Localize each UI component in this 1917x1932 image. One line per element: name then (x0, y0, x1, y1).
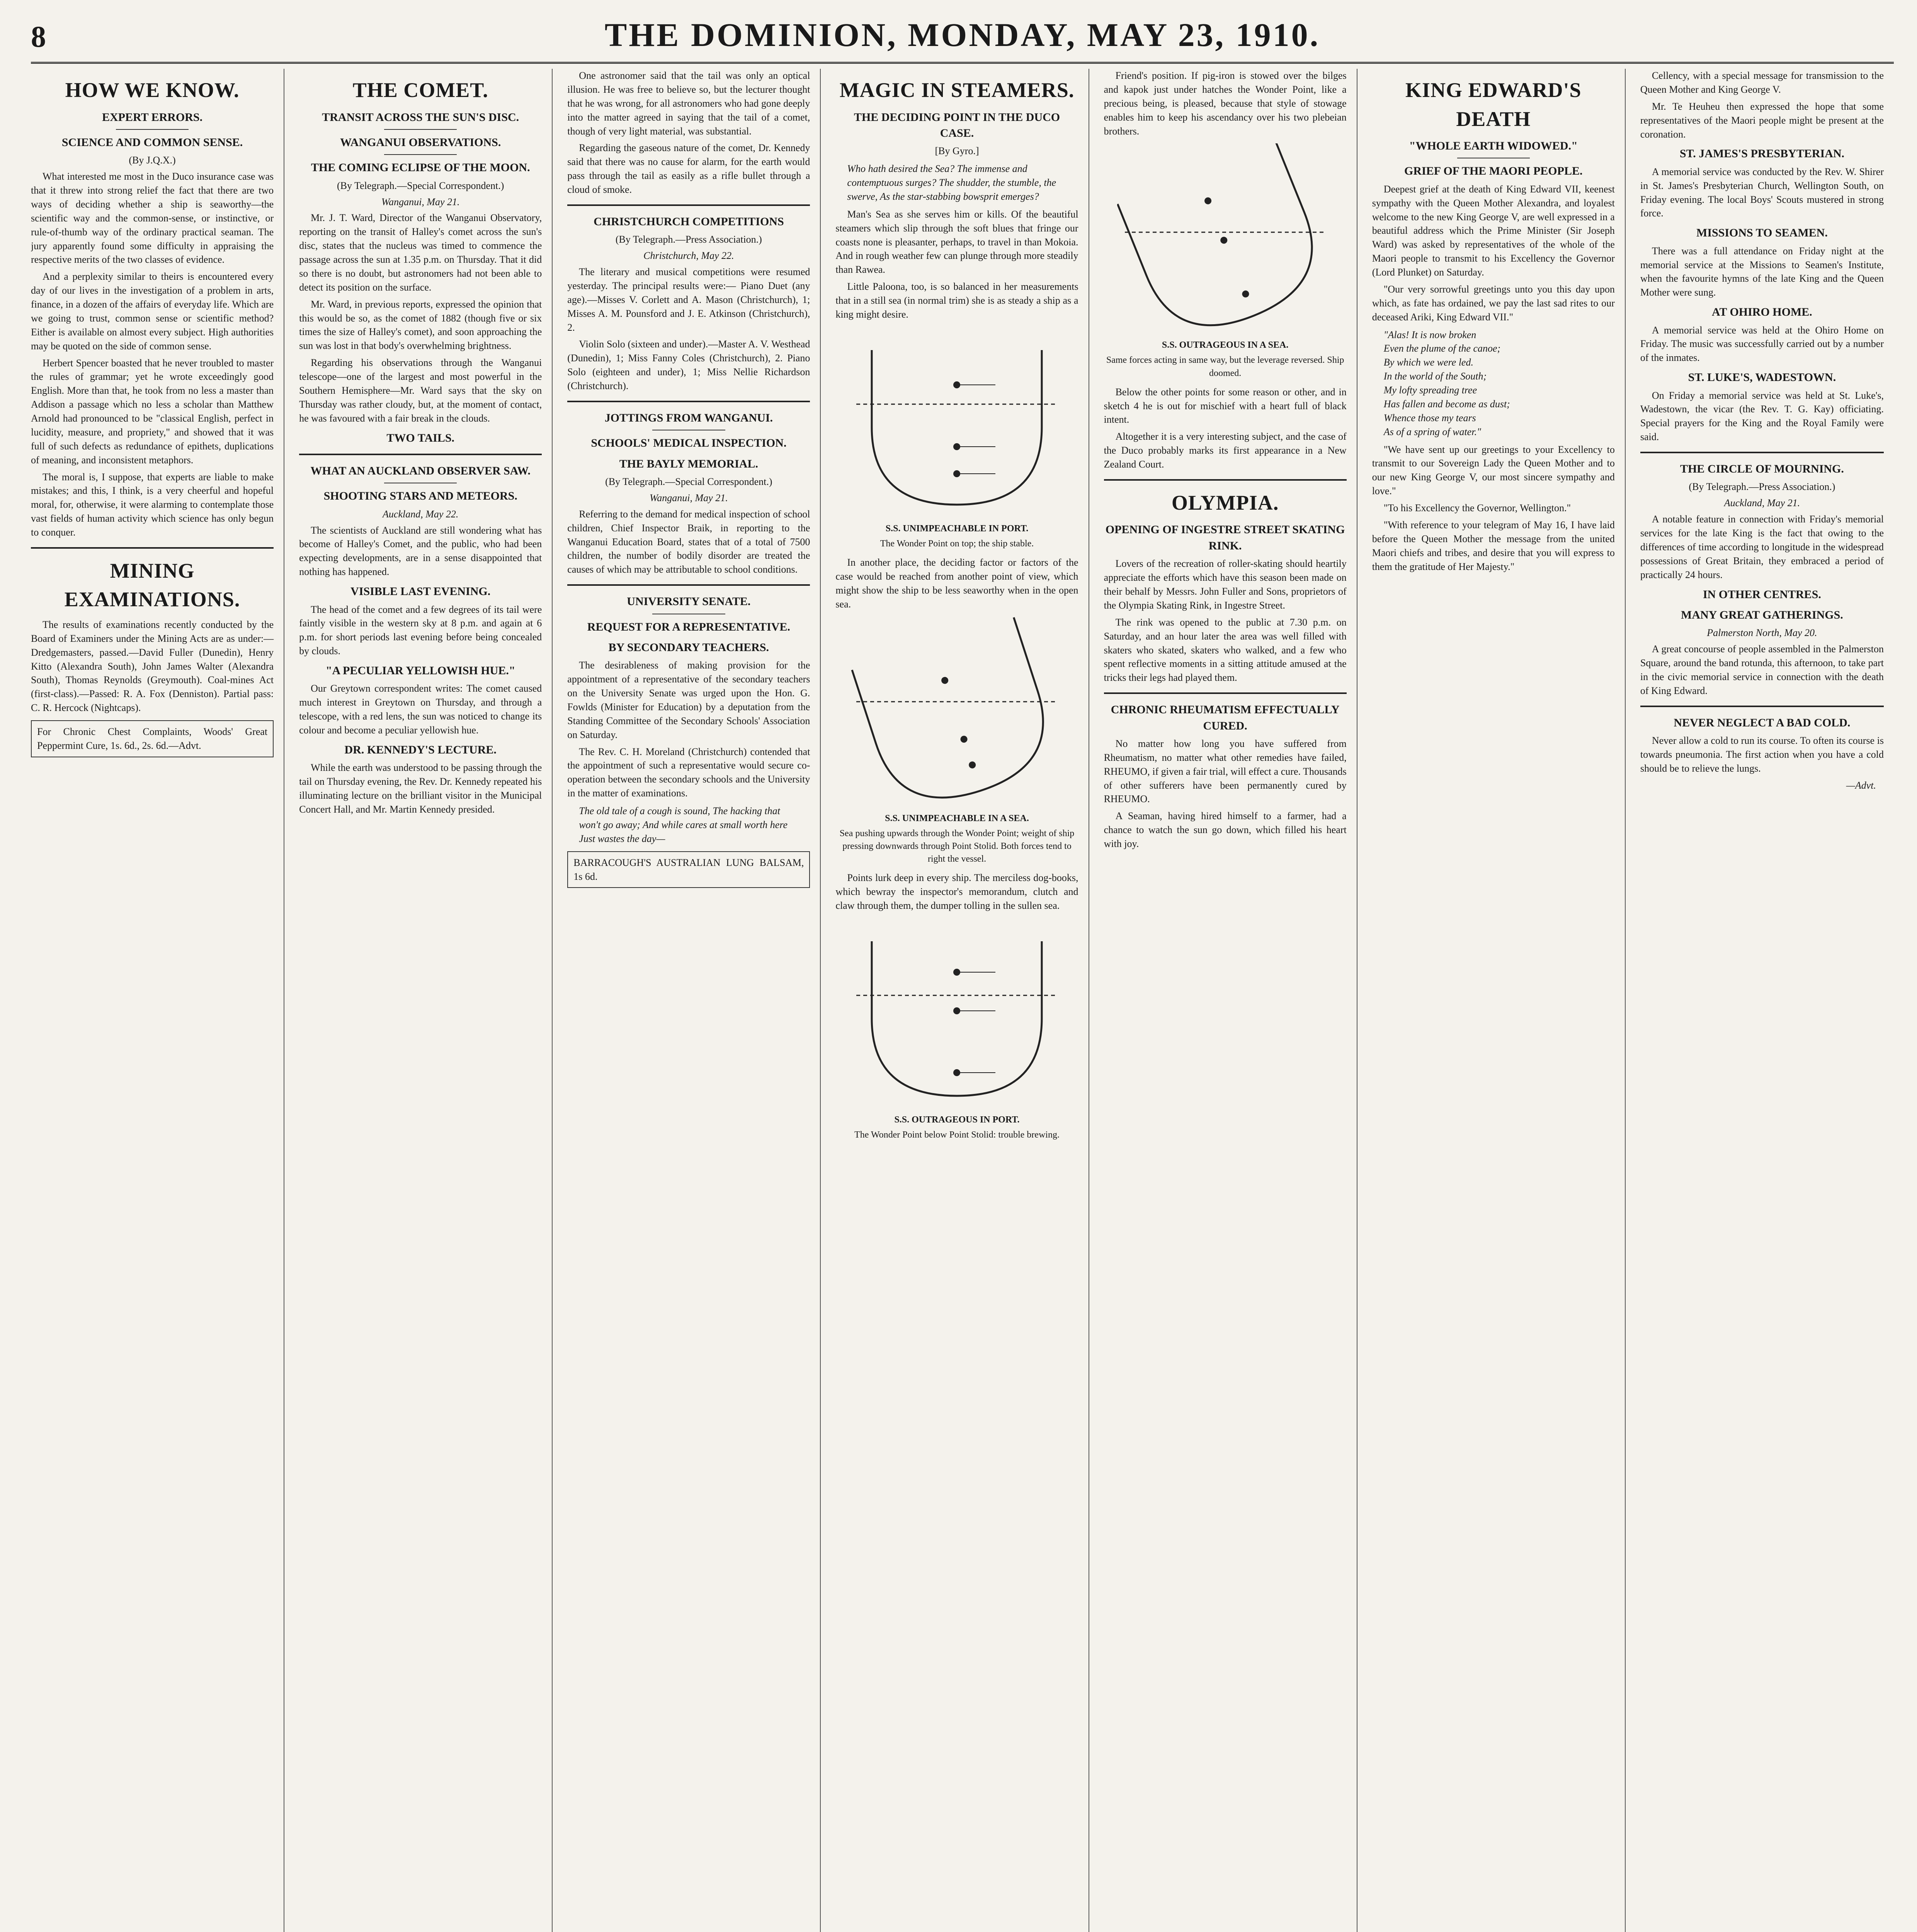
credit: (By Telegraph.—Press Association.) (1689, 481, 1835, 493)
subheading: OPENING OF INGESTRE STREET SKATING RINK. (1105, 523, 1345, 552)
paragraph: Violin Solo (sixteen and under).—Master A. V. Westhead (Dunedin), 1; Miss Fanny Coles (Christchurch), 2. Piano Solo (eighteen and under), 1; Miss Nellie Richardson (Christchurch). (567, 338, 810, 392)
hull-cross-section-drawing (849, 617, 1065, 810)
paragraph: A great concourse of people assembled in the Palmerston Square, around the band rotunda, this afternoon, to take part in the civic memorial service in connection with the death of King Edward. (1640, 643, 1884, 696)
poem-line: In the world of the South; (1383, 371, 1487, 382)
column-4 (835, 69, 1089, 1932)
subheading: WHAT AN AUCKLAND OBSERVER SAW. (310, 464, 531, 477)
article-title: MAGIC IN STEAMERS. (839, 78, 1075, 102)
advertisement: BARRACOUGH'S AUSTRALIAN LUNG BALSAM, 1s 6d. (567, 851, 810, 888)
page-number: 8 (31, 20, 46, 53)
subheading: REQUEST FOR A REPRESENTATIVE. (587, 620, 790, 633)
paragraph: The rink was opened to the public at 7.30 p.m. on Saturday, and an hour later the area was well filled with skaters who skated, skaters who walked, and a few who spent reflective moments in a sitting attitude amused at the tricks their legs had played them. (1104, 616, 1347, 684)
credit: (By Telegraph.—Press Association.) (615, 234, 762, 245)
subheading: EXPERT ERRORS. (102, 111, 203, 124)
paragraph: What interested me most in the Duco insurance case was that it threw into strong relief the fact that there are two ways of deciding whether a ship is seaworthy—the scientific way and the common-sense, or instinctive, or rule-of-thumb way of the ordinary practical seaman. The jury apparently found some difficulty in appraising the respective merits of the two classes of evidence. (31, 171, 274, 265)
paragraph: Mr. J. T. Ward, Director of the Wanganui Observatory, reporting on the transit of Halley's comet across the sun's disc, states that the nucleus was timed to commence the passage across the sun at 1.35 p.m. on Thursday. That it did so there is no doubt, but astronomers had not been able to detect its position on the surface. (299, 212, 542, 293)
diagram-caption: Same forces acting in same way, but the leverage reversed. Ship doomed. (1106, 355, 1344, 378)
divider (31, 547, 274, 549)
poem-line: "Alas! It is now broken (1383, 329, 1476, 340)
subheading: CHRONIC RHEUMATISM EFFECTUALLY CURED. (1111, 703, 1340, 732)
subheading: THE CIRCLE OF MOURNING. (1680, 463, 1844, 476)
dateline: Wanganui, May 21. (381, 196, 460, 207)
diagram-label: S.S. UNIMPEACHABLE IN A SEA. (885, 813, 1029, 823)
paragraph: Regarding his observations through the Wanganui telescope—one of the largest and most powerful in the Southern Hemisphere—Mr. Ward says that the sky on Thursday was rather cloudy, but, at the moment of contact, he was favoured with a fair break in the clouds. (299, 357, 542, 424)
column-7 (1640, 69, 1894, 1932)
lament-poem (1384, 328, 1603, 439)
divider (1104, 479, 1347, 481)
divider (384, 154, 457, 155)
paragraph: The moral is, I suppose, that experts are liable to make mistakes; and this, I think, is a very cheerful and hopeful moral, for, otherwise, it were alarming to contemplate those vast fields of human activity which science has only begun to conquer. (31, 471, 274, 538)
subheading: SCIENCE AND COMMON SENSE. (61, 136, 243, 149)
paragraph: There was a full attendance on Friday night at the memorial service at the Missions to Seamen's Institute, when the favourite hymns of the late King and the Queen Mother were sung. (1640, 245, 1884, 298)
subheading: BY SECONDARY TEACHERS. (608, 641, 769, 654)
poem-line: As of a spring of water." (1383, 426, 1481, 437)
subheading: CHRISTCHURCH COMPETITIONS (594, 215, 784, 228)
dateline: Palmerston North, May 20. (1707, 627, 1817, 639)
divider (1640, 452, 1884, 453)
subheading: MANY GREAT GATHERINGS. (1681, 608, 1843, 621)
dateline: Wanganui, May 21. (650, 492, 728, 503)
article-title: OLYMPIA. (1171, 491, 1279, 514)
paragraph: No matter how long you have suffered from Rheumatism, no matter what other remedies have failed, RHEUMO, if given a fair trial, will effect a cure. Thousands of other sufferers have been permanently cured by RHEUMO. (1104, 738, 1347, 805)
paragraph: "Our very sorrowful greetings unto you this day upon which, as fate has ordained, we pay the last sad rites to our deceased Ariki, King Edward VII." (1372, 283, 1615, 323)
masthead (31, 15, 1894, 64)
subheading: ST. LUKE'S, WADESTOWN. (1688, 371, 1836, 384)
subheading: WANGANUI OBSERVATIONS. (340, 136, 501, 149)
subheading: IN OTHER CENTRES. (1703, 588, 1821, 601)
poem-line: Even the plume of the canoe; (1383, 343, 1501, 354)
diagram-label: S.S. OUTRAGEOUS IN A SEA. (1162, 340, 1289, 350)
advertisement: For Chronic Chest Complaints, Woods' Great Peppermint Cure, 1s. 6d., 2s. 6d.—Advt. (31, 720, 274, 757)
paragraph: Lovers of the recreation of roller-skating should heartily appreciate the efforts which have this season been made on their behalf by Messrs. John Fuller and Sons, proprietors of the Olympia Skating Rink, in Ingestre Street. (1104, 558, 1347, 611)
credit: (By Telegraph.—Special Correspondent.) (605, 476, 772, 488)
divider (1640, 706, 1884, 707)
paragraph: Our Greytown correspondent writes: The comet caused much interest in Greytown on Thursday, and through a telescope, with a red lens, the sun was noticed to change its colour and become a peculiar yellowish hue. (299, 683, 542, 736)
paragraph: The Rev. C. H. Moreland (Christchurch) contended that the appointment of such a representative would secure co-operation between the secondary schools and the University in the matter of examinations. (567, 746, 810, 799)
poem-line: Whence those my tears (1383, 412, 1476, 423)
paragraph: In another place, the deciding factor or factors of the case would be reached from another point of view, which might show the ship to be less seaworthy when in the open sea. (835, 557, 1078, 610)
subheading: ST. JAMES'S PRESBYTERIAN. (1679, 147, 1845, 160)
paragraph: Below the other points for some reason or other, and in sketch 4 he is out for mischief with a heart full of black intent. (1104, 386, 1347, 425)
diagram-caption: Sea pushing upwards through the Wonder Point; weight of ship pressing downwards through Point Stolid. Both forces tend to right the vessel. (839, 828, 1075, 864)
paragraph: A memorial service was conducted by the Rev. W. Shirer in St. James's Presbyterian Church, Wellington South, on Friday evening. The local Boys' Scouts mustered in strong force. (1640, 166, 1884, 219)
paragraph: A notable feature in connection with Friday's memorial services for the late King is the fact that owing to the differences of time according to longitude in the widespread possessions of Great Britain, they embraced a period of practically 24 hours. (1640, 514, 1884, 580)
poem-line: By which we were led. (1383, 357, 1473, 368)
subheading: UNIVERSITY SENATE. (627, 595, 751, 608)
poem-line: My lofty spreading tree (1383, 384, 1477, 396)
subheading: GRIEF OF THE MAORI PEOPLE. (1404, 165, 1583, 178)
paragraph: Herbert Spencer boasted that he never troubled to master the rules of grammar; yet he wrote exceedingly good English. More than that, he took from no less a master than Addison a passage which no less a scholar than Matthew Arnold had pronounced to be "classical English, perfect in lucidity, measure, and propriety," and showed that it was full of such defects as redundance of epithets, duplications of meaning, and inconsistent metaphors. (31, 357, 274, 466)
hull-cross-section-drawing (849, 327, 1065, 520)
article-title: KING EDWARD'S DEATH (1405, 78, 1582, 131)
paragraph: "With reference to your telegram of May 16, I have laid before the Queen Mother the message from the united Maori chiefs and tribes, and desire that you will express to them the gratitude of Her Majesty." (1372, 519, 1615, 572)
paragraph: While the earth was understood to be passing through the tail on Thursday evening, the Rev. Dr. Kennedy repeated his illuminating lecture on the brilliant visitor in the Municipal Concert Hall, and Mr. Martin Kennedy presided. (299, 762, 542, 815)
paragraph: The literary and musical competitions were resumed yesterday. The principal results were:— Piano Duet (any age).—Misses V. Corlett and A. Mason (Christchurch), 1; Misses A. M. Pounsford and J. E. Atkinson (Christchurch), 2. (567, 266, 810, 333)
paragraph: "We have sent up our greetings to your Excellency to transmit to our Sovereign Lady the Queen Mother and to our new King George V, our most sincere sympathy and love." (1372, 444, 1615, 497)
column-2 (299, 69, 553, 1932)
ship-diagram-3 (835, 918, 1078, 1141)
article-title: HOW WE KNOW. (65, 78, 240, 102)
subheading: THE BAYLY MEMORIAL. (619, 457, 758, 470)
paragraph: A memorial service was held at the Ohiro Home on Friday. The music was successfully carried out by a number of the inmates. (1640, 324, 1884, 364)
divider (384, 129, 457, 130)
diagram-caption: The Wonder Point below Point Stolid: trouble brewing. (854, 1129, 1060, 1140)
byline: (By J.Q.X.) (129, 155, 176, 166)
subheading: TRANSIT ACROSS THE SUN'S DISC. (322, 111, 519, 124)
byline: [By Gyro.] (935, 145, 979, 157)
divider (1104, 692, 1347, 694)
paragraph: The scientists of Auckland are still wondering what has become of Halley's Comet, and the public, who had been expecting developments, are in a sense disappointed that nothing has happened. (299, 524, 542, 578)
paragraph: Cellency, with a special message for transmission to the Queen Mother and King George V. (1640, 70, 1884, 95)
verse: Who hath desired the Sea? The immense and contemptuous surges? The shudder, the stumble, the swerve, As the star-stabbing bowsprit emerges? (847, 163, 1056, 202)
subheading: SHOOTING STARS AND METEORS. (323, 490, 517, 503)
divider (567, 401, 810, 402)
paragraph: Mr. Te Heuheu then expressed the hope that some representatives of the Maori people might be present at the coronation. (1640, 100, 1884, 140)
column-1 (31, 69, 284, 1932)
divider (567, 584, 810, 586)
diagram-label: S.S. OUTRAGEOUS IN PORT. (894, 1114, 1020, 1125)
column-5 (1104, 69, 1357, 1932)
subheading: AT OHIRO HOME. (1712, 306, 1812, 319)
article-title: MINING EXAMINATIONS. (64, 559, 240, 611)
hull-cross-section-drawing (849, 918, 1065, 1111)
hull-cross-section-drawing (1117, 143, 1334, 337)
paragraph: Points lurk deep in every ship. The merciless dog-books, which bewray the inspector's memorandum, clutch and claw through them, the dumper tolling in the sullen sea. (835, 872, 1078, 911)
paragraph: Friend's position. If pig-iron is stowed over the bilges and kapok just under hatches the Wonder Point, like a precious being, is pleased, because that style of stowage enables him to keep his ascendancy over his two plebeian brothers. (1104, 70, 1347, 137)
divider (116, 129, 189, 130)
subheading: "A PECULIAR YELLOWISH HUE." (325, 664, 515, 677)
article-title: THE COMET. (352, 78, 488, 102)
paragraph: Man's Sea as she serves him or kills. Of the beautiful steamers which slip through the soft blues that fringe our coasts none is pleasanter, perhaps, to travel in than Mokoia. And in rough weather few can plunge through more steadily than Rawea. (835, 208, 1078, 276)
subheading: THE DECIDING POINT IN THE DUCO CASE. (854, 111, 1060, 139)
paragraph: Mr. Ward, in previous reports, expressed the opinion that this would be so, as the comet of 1882 (though five or six times the size of Halley's comet), and soon approaching the sun was lost in that body's overwhelming brightness. (299, 298, 542, 352)
subheading: TWO TAILS. (386, 431, 455, 444)
ship-diagram-4 (1104, 143, 1347, 379)
paragraph: Referring to the demand for medical inspection of school children, Chief Inspector Braik, in reporting to the Wanganui Education Board, states that of a total of 7500 children, the number of bodily disorder are treated the causes of which may be attributable to school conditions. (567, 508, 810, 575)
subheading: MISSIONS TO SEAMEN. (1696, 226, 1828, 240)
dateline: Auckland, May 22. (383, 508, 459, 520)
diagram-caption: The Wonder Point on top; the ship stable. (880, 538, 1034, 549)
verse: The old tale of a cough is sound, The hacking that won't go away; And while cares at small worth here Just wastes the day— (579, 805, 788, 844)
subheading: THE COMING ECLIPSE OF THE MOON. (311, 161, 530, 174)
subheading: DR. KENNEDY'S LECTURE. (344, 743, 497, 756)
paragraph: The results of examinations recently conducted by the Board of Examiners under the Mining Acts are as under:— Dredgemasters, passed.—David Fuller (Dunedin), Henry Kitto (Alexandra South), John James Walter (Alexandra South), Thomas Reynolds (Greymouth). Coal-mines Act (first-class).—Passed: R. A. Fox (Denniston). Partial pass: C. R. Hercock (Nightcaps). (31, 619, 274, 714)
subheading: SCHOOLS' MEDICAL INSPECTION. (591, 437, 787, 450)
paragraph: On Friday a memorial service was held at St. Luke's, Wadestown, the vicar (the Rev. T. G. Kay) officiating. Special prayers for the King and the Royal Family were said. (1640, 389, 1884, 443)
subheading: JOTTINGS FROM WANGANUI. (604, 411, 773, 424)
divider (567, 204, 810, 206)
dateline: Christchurch, May 22. (643, 250, 734, 262)
paragraph: The desirableness of making provision for the appointment of a representative of the secondary teachers on the University Senate was urged upon the Hon. G. Fowlds (Minister for Education) by a deputation from the Standing Committee of the Secondary Schools' Association on Saturday. (567, 660, 810, 740)
column-3 (567, 69, 821, 1932)
paragraph: A Seaman, having hired himself to a farmer, had a chance to watch the sun go down, which filled his heart with joy. (1104, 810, 1347, 850)
paragraph: Little Paloona, too, is so balanced in her measurements that in a still sea (in normal trim) she is as steady a ship as a king might desire. (835, 281, 1078, 320)
subheading: NEVER NEGLECT A BAD COLD. (1674, 716, 1851, 729)
paragraph: The head of the comet and a few degrees of its tail were faintly visible in the western sky at 8 p.m. and again at 6 p.m. for short periods last evening before being concealed by clouds. (299, 604, 542, 657)
paragraph: One astronomer said that the tail was only an optical illusion. He was free to believe so, but the lecturer thought that he was wrong, for all astronomers who had gone deeply into the matter agreed in saying that the tail of a comet, though of very light material, was substantial. (567, 70, 810, 137)
paragraph: Never allow a cold to run its course. To often its course is towards pneumonia. The first action when you have a cold should be to relieve the lungs. (1640, 735, 1884, 774)
poem-line: Has fallen and become as dust; (1383, 398, 1510, 410)
paragraph: And a perplexity similar to theirs is encountered every day of our lives in the investigation of a problem in arts, finance, in a dozen of the affairs of everyday life. Which are we going to trust, common sense or scientific method? Either is available on almost every subject. High authorities may be quoted on the side of common sense. (31, 271, 274, 352)
ship-diagram-2 (835, 617, 1078, 866)
column-6 (1372, 69, 1626, 1932)
subheading: VISIBLE LAST EVENING. (350, 585, 491, 598)
paragraph: Regarding the gaseous nature of the comet, Dr. Kennedy said that there was no cause for alarm, for the earth would pass through the tail as easily as a rifle bullet through a cloud of smoke. (567, 142, 810, 195)
columns (31, 69, 1894, 1932)
subheading: "WHOLE EARTH WIDOWED." (1409, 139, 1578, 153)
advert-mark: —Advt. (1846, 779, 1876, 791)
newspaper-title: THE DOMINION, MONDAY, MAY 23, 1910. (604, 16, 1320, 53)
credit: (By Telegraph.—Special Correspondent.) (337, 180, 504, 191)
diagram-label: S.S. UNIMPEACHABLE IN PORT. (885, 523, 1029, 534)
paragraph: Deepest grief at the death of King Edward VII, keenest sympathy with the Queen Mother Alexandra, and loyalest welcome to the new King George V, are well expressed in a beautiful address which the Prime Minister (Sir Joseph Ward) was asked by representatives of the whole of the Maori people to transmit to his Excellency the Governor (Lord Plunket) on Saturday. (1372, 183, 1615, 278)
ship-diagram-1 (835, 327, 1078, 550)
paragraph: "To his Excellency the Governor, Wellington." (1383, 502, 1571, 514)
dateline: Auckland, May 21. (1724, 497, 1800, 509)
divider (299, 454, 542, 455)
paragraph: Altogether it is a very interesting subject, and the case of the Duco probably marks its first appearance in a New Zealand Court. (1104, 431, 1347, 470)
